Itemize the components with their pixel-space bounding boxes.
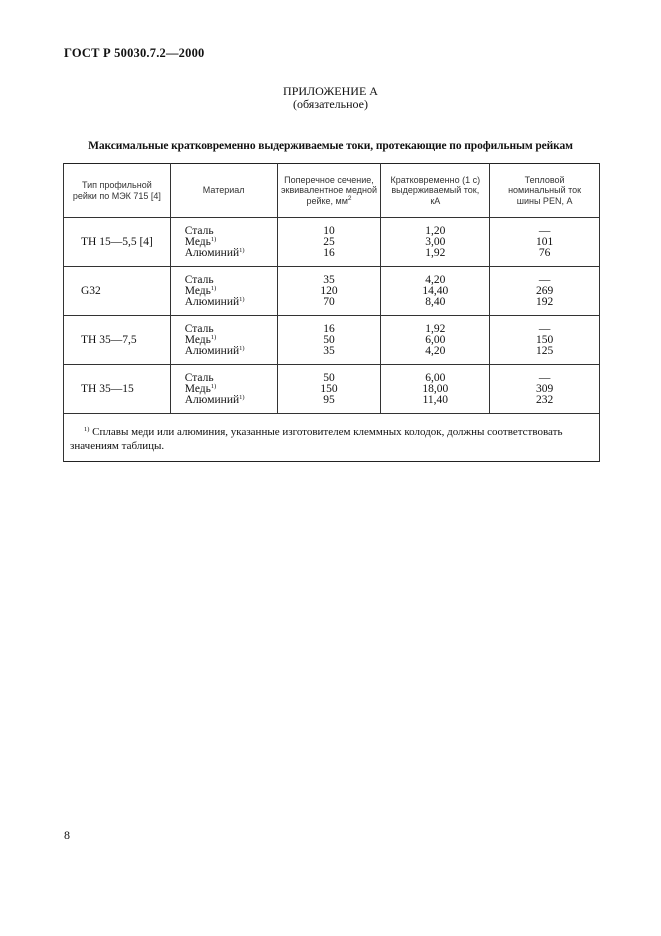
value: 3,00	[425, 235, 446, 248]
value: 11,40	[422, 393, 449, 406]
short-time-current-cell	[381, 316, 490, 365]
value: 192	[535, 295, 554, 308]
value: 150	[535, 333, 554, 346]
value: 14,40	[422, 284, 449, 297]
value: 1,92	[425, 322, 446, 335]
value: 16	[323, 246, 335, 259]
value: 120	[320, 284, 338, 297]
value: 6,00	[425, 333, 446, 346]
material-item: Медь$^{1)}$	[184, 382, 217, 395]
material-item: Алюминий$^{1)}$	[184, 295, 245, 308]
material-item: Алюминий$^{1)}$	[184, 344, 245, 357]
value: —	[538, 224, 551, 237]
table-row	[64, 365, 600, 414]
material-item: Сталь	[184, 273, 214, 286]
value: 76	[538, 246, 551, 259]
value: —	[538, 322, 551, 335]
value: 16	[323, 322, 335, 335]
value: 50	[323, 371, 335, 384]
header-thermal-current: Тепловой номинальный ток шины PEN, А	[490, 164, 600, 218]
document-code: ГОСТ Р 50030.7.2—2000	[64, 46, 205, 60]
page-number: 8	[64, 828, 70, 842]
material-item: Алюминий$^{1)}$	[184, 393, 245, 406]
material-cell	[170, 365, 277, 414]
currents-table	[63, 163, 600, 462]
thermal-current-cell	[490, 218, 600, 267]
thermal-current-cell	[490, 267, 600, 316]
value: 95	[323, 393, 335, 406]
cross-section-cell	[277, 267, 381, 316]
value: 269	[535, 284, 554, 297]
rail-type-cell: ТН 15—5,5 [4]	[64, 218, 171, 267]
value: 4,20	[425, 344, 446, 357]
material-cell	[170, 218, 277, 267]
material-item: Медь$^{1)}$	[184, 235, 217, 248]
short-time-current-cell	[381, 218, 490, 267]
value: 6,00	[425, 371, 446, 384]
rail-type-cell: ТН 35—15	[64, 365, 171, 414]
value: 25	[323, 235, 335, 248]
table-row	[64, 267, 600, 316]
material-item: Медь$^{1)}$	[184, 284, 217, 297]
value: 125	[535, 344, 554, 357]
thermal-current-cell	[490, 365, 600, 414]
value: 150	[320, 382, 338, 395]
header-short-time-current: Кратковременно (1 с) выдерживаемый ток, кА	[381, 164, 490, 218]
value: 18,00	[422, 382, 449, 395]
rail-type-cell: G32	[64, 267, 171, 316]
material-cell	[170, 316, 277, 365]
value: 232	[535, 393, 554, 406]
table-header-row	[64, 164, 600, 218]
table-caption: Максимальные кратковременно выдерживаемые токи, протекающие по профильным рейкам	[88, 140, 573, 152]
header-cross-section: Поперечное сечение, эквивалентное медной рейке, $мм^2$	[277, 164, 381, 218]
short-time-current-cell	[381, 267, 490, 316]
material-item: Медь$^{1)}$	[184, 333, 217, 346]
material-item: Алюминий$^{1)}$	[184, 246, 245, 259]
value: 70	[323, 295, 335, 308]
value: —	[538, 371, 551, 384]
cross-section-cell	[277, 365, 381, 414]
table-row	[64, 218, 600, 267]
material-item: Сталь	[184, 224, 214, 237]
material-item: Сталь	[184, 322, 214, 335]
material-cell	[170, 267, 277, 316]
table-row	[64, 316, 600, 365]
value: 35	[323, 273, 335, 286]
value: 309	[535, 382, 554, 395]
cross-section-cell	[277, 218, 381, 267]
value: 35	[323, 344, 335, 357]
value: 1,20	[425, 224, 446, 237]
header-material: Материал	[170, 164, 277, 218]
thermal-current-cell	[490, 316, 600, 365]
table-footnote: $^{1)}$ Сплавы меди или алюминия, указанные изготовителем клеммных колодок, должны соответствовать значениям таблицы.	[64, 414, 600, 462]
material-item: Сталь	[184, 371, 214, 384]
value: —	[538, 273, 551, 286]
appendix-subtitle: (обязательное)	[293, 97, 368, 111]
appendix-title: ПРИЛОЖЕНИЕ А	[283, 84, 378, 98]
value: 50	[323, 333, 335, 346]
value: 101	[535, 235, 554, 248]
header-rail-type: Тип профильной рейки по МЭК 715 [4]	[64, 164, 171, 218]
value: 10	[323, 224, 335, 237]
cross-section-cell	[277, 316, 381, 365]
rail-type-cell: ТН 35—7,5	[64, 316, 171, 365]
footnote-row	[64, 414, 600, 462]
short-time-current-cell	[381, 365, 490, 414]
value: 8,40	[425, 295, 446, 308]
value: 1,92	[425, 246, 446, 259]
value: 4,20	[425, 273, 446, 286]
